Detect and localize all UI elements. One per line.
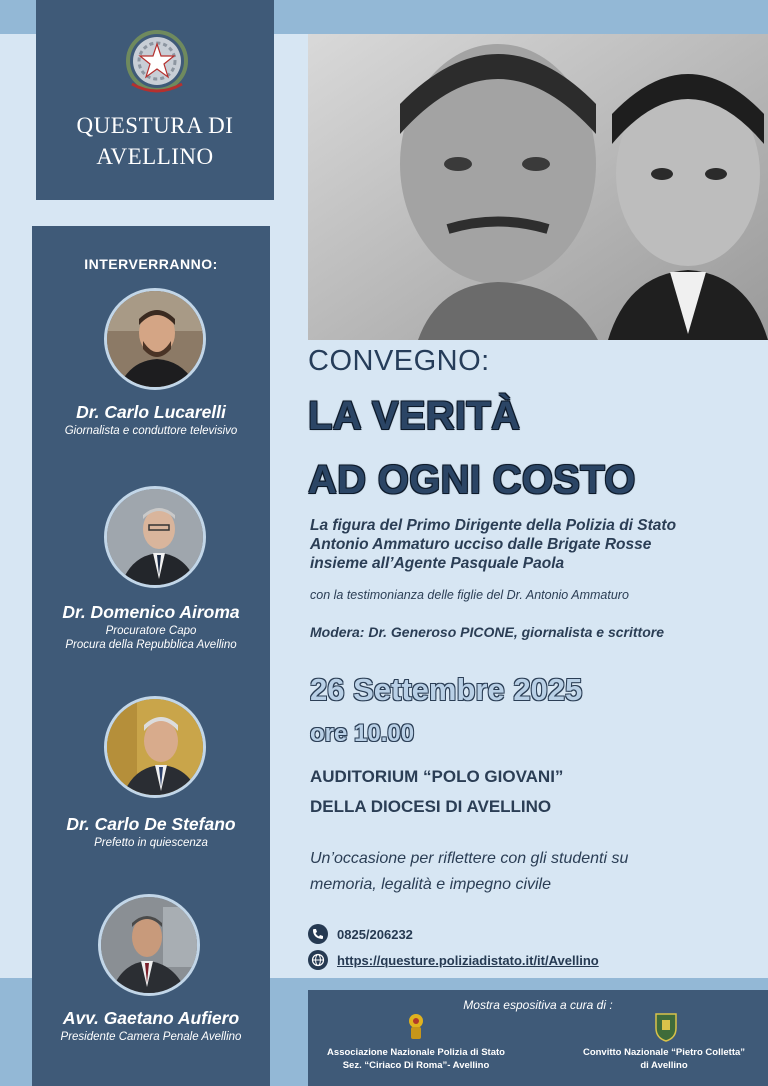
convitto-crest-icon — [654, 1012, 678, 1042]
globe-icon — [308, 950, 328, 970]
speaker-name: Avv. Gaetano Aufiero — [62, 1008, 240, 1028]
organizer-convitto: Convitto Nazionale “Pietro Colletta” di Avellino — [582, 1047, 746, 1071]
organization-title: QUESTURA DI AVELLINO — [76, 113, 234, 169]
avatar-airoma — [104, 486, 206, 588]
police-association-logo-icon — [404, 1012, 428, 1042]
avatar-destefano — [104, 696, 206, 798]
hero-photo — [308, 34, 768, 340]
phone-number[interactable]: 0825/206232 — [337, 926, 413, 942]
event-description: La figura del Primo Dirigente della Polizia di Stato Antonio Ammaturo ucciso dalle Brigate Rosse insieme all’Agente Pasquale Paola — [310, 517, 677, 572]
footer-box — [308, 990, 768, 1086]
website-row[interactable] — [308, 949, 599, 971]
event-kicker: CONVEGNO: — [308, 345, 490, 377]
event-purpose: Un’occasione per riflettere con gli studenti su memoria, legalità e impegno civile — [310, 850, 629, 893]
event-title-line2: AD OGNI COSTO — [308, 458, 636, 502]
avatar-lucarelli — [104, 288, 206, 390]
event-title-line1: LA VERITÀ — [308, 394, 521, 438]
speaker-role: Prefetto in quiescenza — [94, 837, 208, 849]
event-venue: AUDITORIUM “POLO GIOVANI” DELLA DIOCESI DI AVELLINO — [310, 767, 564, 816]
speaker-role: Presidente Camera Penale Avellino — [60, 1031, 242, 1043]
avatar-aufiero — [98, 894, 200, 996]
speaker-name: Dr. Domenico Airoma — [62, 602, 240, 622]
speaker-name: Dr. Carlo De Stefano — [66, 814, 236, 834]
italian-republic-emblem-icon — [124, 28, 190, 100]
organizer-police-association: Associazione Nazionale Polizia di Stato Sez. “Ciriaco Di Roma”- Avellino — [327, 1047, 505, 1071]
event-date: 26 Settembre 2025 — [310, 672, 583, 707]
speaker-role: Procuratore Capo Procura della Repubblica Avellino — [65, 625, 237, 651]
event-moderator: Modera: Dr. Generoso PICONE, giornalista e scrittore — [310, 624, 664, 640]
event-testimony: con la testimonianza delle figlie del Dr. Antonio Ammaturo — [310, 588, 629, 602]
phone-row[interactable] — [308, 923, 413, 945]
event-time: ore 10.00 — [310, 720, 415, 747]
speakers-title: INTERVERRANNO: — [84, 256, 218, 272]
speaker-role: Giornalista e conduttore televisivo — [64, 425, 238, 437]
speaker-name: Dr. Carlo Lucarelli — [76, 402, 226, 422]
exhibition-caption: Mostra espositiva a cura di : — [463, 998, 613, 1012]
speakers-panel — [32, 226, 270, 1086]
phone-icon — [308, 924, 328, 944]
website-link[interactable]: https://questure.poliziadistato.it/it/Avellino — [337, 952, 599, 968]
